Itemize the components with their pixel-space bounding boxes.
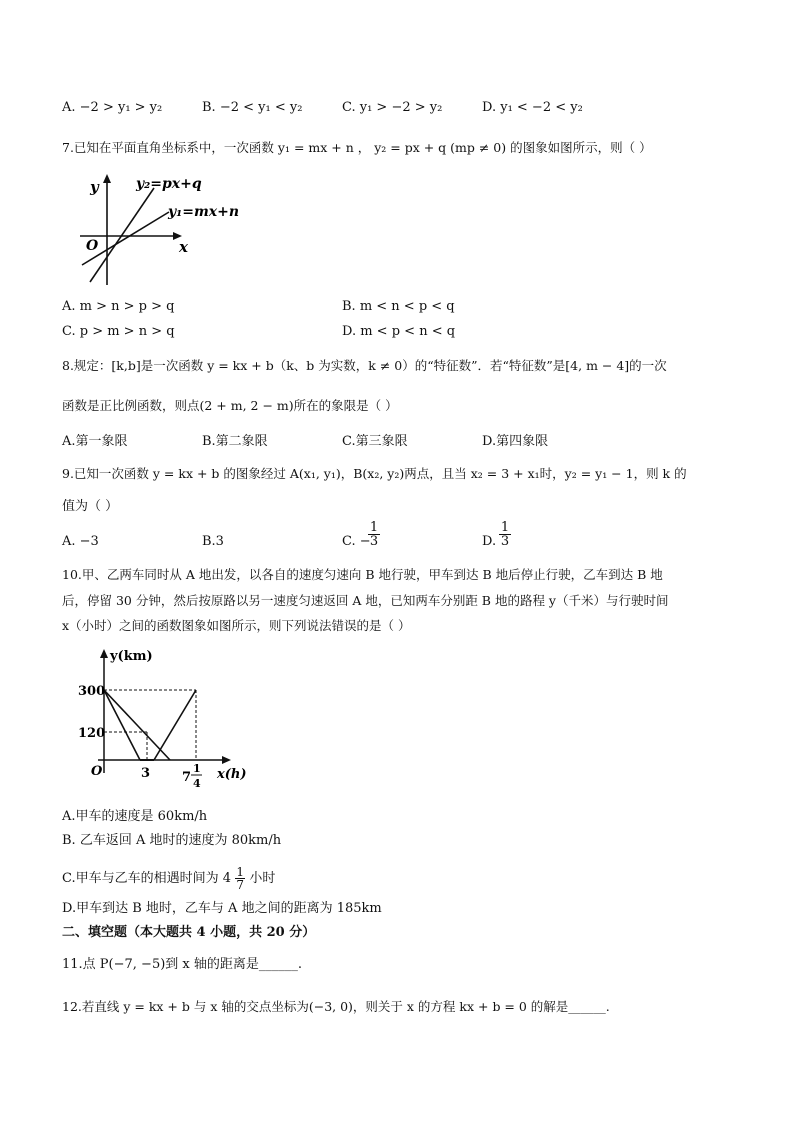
q7-option-b: B. m < n < p < q: [342, 299, 455, 314]
q10-option-c: [62, 866, 275, 891]
q10-x-label: x(h): [217, 767, 247, 782]
q10-option-c-text: C.甲车与乙车的相遇时间为 4: [62, 871, 232, 886]
q7-origin-label: O: [86, 238, 99, 254]
q9-option-a: A. −3: [62, 534, 99, 549]
q9-option-c-denominator: 3: [369, 534, 379, 549]
q10-x-tick-7: 7: [182, 770, 192, 785]
q10-y-label: y(km): [110, 649, 153, 664]
q10-option-c-denominator: 7: [236, 878, 244, 892]
q9-option-d-fraction: [499, 521, 511, 548]
q6-option-d: D. y₁ < −2 < y₂: [482, 100, 583, 115]
q9-stem-line1: 9.已知一次函数 y = kx + b 的图象经过 A(x₁, y₁)，B(x₂, y₂)两点，且当 x₂ = 3 + x₁时，y₂ = y₁ − 1，则 k 的: [62, 466, 687, 481]
q7-graph: [74, 170, 250, 288]
q10-option-a: A.甲车的速度是 60km/h: [62, 809, 208, 824]
q10-y-tick-300: 300: [78, 684, 106, 699]
q7-line-y2: [90, 188, 154, 282]
q6-option-c: C. y₁ > −2 > y₂: [342, 100, 443, 115]
q7-option-a: A. m > n > p > q: [62, 299, 175, 314]
q9-option-d-numerator: 1: [500, 520, 510, 535]
q7-y-label: y: [90, 178, 99, 196]
q8-option-c: C.第三象限: [342, 434, 408, 449]
q10-x-tick-frac-den: 4: [193, 777, 201, 790]
q10-stem-line3: x（小时）之间的函数图象如图所示，则下列说法错误的是（ ）: [62, 618, 411, 633]
q10-option-d: D.甲车到达 B 地时，乙车与 A 地之间的距离为 185km: [62, 901, 382, 916]
q9-option-c-numerator: 1: [369, 520, 379, 535]
q9-option-c: C. −: [342, 534, 371, 549]
q9-option-d-denominator: 3: [500, 534, 510, 549]
q10-y-tick-120: 120: [78, 726, 106, 741]
q10-line-yi-return: [154, 690, 196, 760]
q10-graph: [74, 640, 254, 795]
q7-x-label: x: [179, 238, 188, 256]
q10-x-tick-frac-num: 1: [193, 762, 201, 775]
q10-option-c-suffix: 小时: [249, 871, 276, 886]
q7-y-arrow: [103, 174, 111, 183]
q9-option-d: D.: [482, 534, 497, 549]
q10-option-c-numerator: 1: [236, 865, 244, 879]
q8-stem-line1: 8.规定：[k,b]是一次函数 y = kx + b（k、b 为实数，k ≠ 0）的“特征数”．若“特征数”是[4, m − 4]的一次: [62, 358, 667, 373]
q8-option-d: D.第四象限: [482, 434, 549, 449]
q9-option-b: B.3: [202, 534, 224, 549]
q10-option-b: B. 乙车返回 A 地时的速度为 80km/h: [62, 833, 282, 848]
q10-stem-line1: 10.甲、乙两车同时从 A 地出发，以各自的速度匀速向 B 地行驶，甲车到达 B 地后停止行驶，乙车到达 B 地: [62, 567, 663, 582]
q7-line1-label: y₁=mx+n: [168, 204, 240, 220]
q6-option-b: B. −2 < y₁ < y₂: [202, 100, 303, 115]
q7-line2-label: y₂=px+q: [136, 176, 202, 192]
section-fill-in-title: 二、填空题（本大题共 4 小题，共 20 分）: [62, 925, 316, 940]
q11-stem: 11.点 P(−7, −5)到 x 轴的距离是______.: [62, 957, 303, 972]
q12-stem: 12.若直线 y = kx + b 与 x 轴的交点坐标为(−3, 0)，则关于 x 的方程 kx + b = 0 的解是______.: [62, 999, 610, 1014]
q9-option-c-fraction: [368, 521, 380, 548]
q7-stem: 7.已知在平面直角坐标系中，一次函数 y₁ = mx + n ， y₂ = px + q (mp ≠ 0) 的图象如图所示，则（ ）: [62, 140, 652, 155]
q10-y-arrow: [100, 649, 108, 658]
q7-option-d: D. m < p < n < q: [342, 324, 456, 339]
q10-origin-label: O: [91, 764, 103, 779]
q8-stem-line2: 函数是正比例函数，则点(2 + m, 2 − m)所在的象限是（ ）: [62, 398, 398, 413]
q10-option-c-fraction: [235, 866, 245, 891]
q10-x-arrow: [222, 756, 231, 764]
q8-option-b: B.第二象限: [202, 434, 268, 449]
q10-x-tick-3: 3: [141, 766, 151, 781]
q10-stem-line2: 后，停留 30 分钟，然后按原路以另一速度匀速返回 A 地，已知两车分别距 B 地的路程 y（千米）与行驶时间: [62, 593, 669, 608]
q9-stem-line2: 值为（ ）: [62, 499, 119, 514]
q10-line-yi-out: [104, 690, 140, 760]
q8-option-a: A.第一象限: [62, 434, 128, 449]
q7-option-c: C. p > m > n > q: [62, 324, 175, 339]
q6-option-a: A. −2 > y₁ > y₂: [62, 100, 163, 115]
